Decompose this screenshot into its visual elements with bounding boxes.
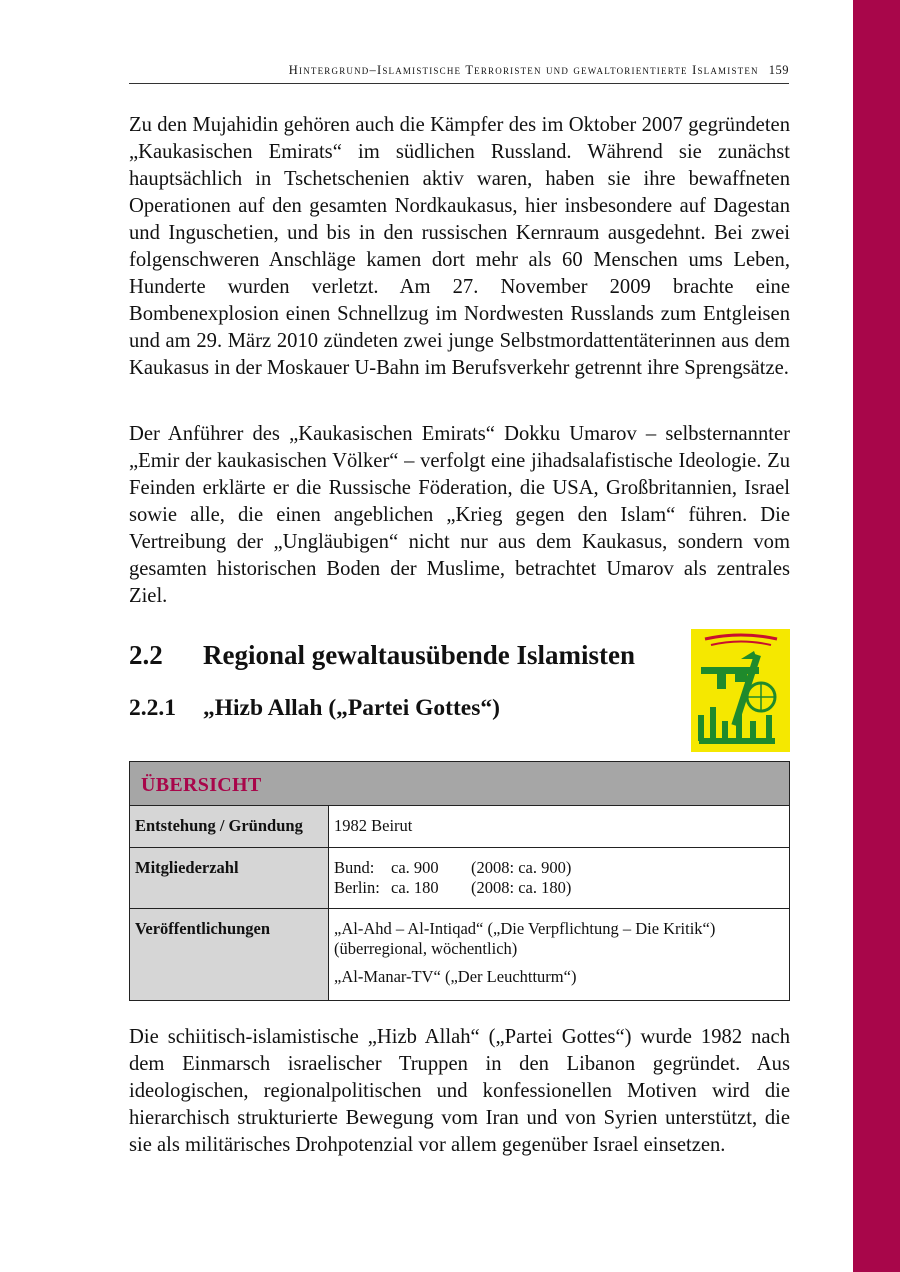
subsection-heading [129,695,500,722]
paragraph-caucasus-emirate: Zu den Mujahidin gehören auch die Kämpfer des im Oktober 2007 gegründeten „Kaukasischen Emirats“ im südlichen Russland. Während sie zunächst hauptsächlich in Tschetschenien aktiv waren, haben sie ihre bewaffneten Operationen auf den gesamten Nordkaukasus, hier insbesondere auf Dagestan und Inguschetien, und bis in den russischen Kernraum ausgedehnt. Bei zwei folgenschweren Anschläge kamen dort mehr als 60 Menschen ums Leben, Hunderte wurden verletzt. Am 27. November 2009 brachte eine Bombenexplosion einen Schnellzug im Nordwesten Russlands zum Entgleisen und am 29. März 2010 zündeten zwei junge Selbstmordattentäterinnen aus dem Kaukasus in der Moskauer U-Bahn im Berufsverkehr getrennt ihre Sprengsätze. [129,114,790,379]
founding-label: Entstehung / Gründung [130,806,329,847]
members-line-bund: Bund: ca. 900 (2008: ca. 900) [334,858,572,877]
overview-heading: ÜBERSICHT [130,762,789,806]
members-label: Mitgliederzahl [130,848,329,908]
paragraph-hizb-allah: Die schiitisch-islamistische „Hizb Allah“ („Partei Gottes“) wurde 1982 nach dem Einmarsch israelischer Truppen in den Libanon gegründet. Aus ideologischen, regionalpolitischen und konfessionellen Motiven wird die hierarchisch strukturierte Bewegung vom Iran und von Syrien unterstützt, die sie als militärisches Drohpotenzial vor allem gegenüber Israel einsetzen. [129,1026,790,1156]
section-number: 2.2 [129,640,163,670]
publications-value [329,909,789,1000]
running-header [129,63,789,84]
members-line-berlin: Berlin: ca. 180 (2008: ca. 180) [334,878,572,897]
overview-table [129,761,790,1001]
founding-value: 1982 Beirut [329,806,789,847]
subsection-number: 2.2.1 [129,695,176,721]
publication-1-note: (überregional, wöchentlich) [334,939,518,958]
hizb-allah-flag-image [691,629,790,752]
overview-row-members [130,848,789,909]
accent-sidebar [853,0,900,1272]
overview-row-founding [130,806,789,848]
publications-label: Veröffentlichungen [130,909,329,1000]
publication-1: „Al-Ahd – Al-Intiqad“ („Die Verpflichtung – Die Kritik“) [334,919,716,938]
section-heading [129,640,635,671]
running-title: Hintergrund–Islamistische Terroristen und gewaltorientierte Islamisten [288,63,759,77]
publication-2: „Al-Manar-TV“ („Der Leuchtturm“) [334,967,577,986]
overview-row-publications [130,909,789,1000]
section-title: Regional gewaltausübende Islamisten [203,640,636,670]
page-number: 159 [768,63,789,77]
members-value [329,848,789,908]
subsection-title: „Hizb Allah („Partei Gottes“) [203,695,500,721]
paragraph-umarov: Der Anführer des „Kaukasischen Emirats“ Dokku Umarov – selbsternannter „Emir der kaukasischen Völker“ – verfolgt eine jihadsalafistische Ideologie. Zu Feinden erklärte er die Russische Föderation, die USA, Großbritannien, Israel sowie alle, die einen angeblichen „Krieg gegen den Islam“ führen. Die Vertreibung der „Ungläubigen“ nicht nur aus dem Kaukasus, sondern vom gesamten historischen Boden der Muslime, betrachtet Umarov als zentrales Ziel. [129,423,790,607]
